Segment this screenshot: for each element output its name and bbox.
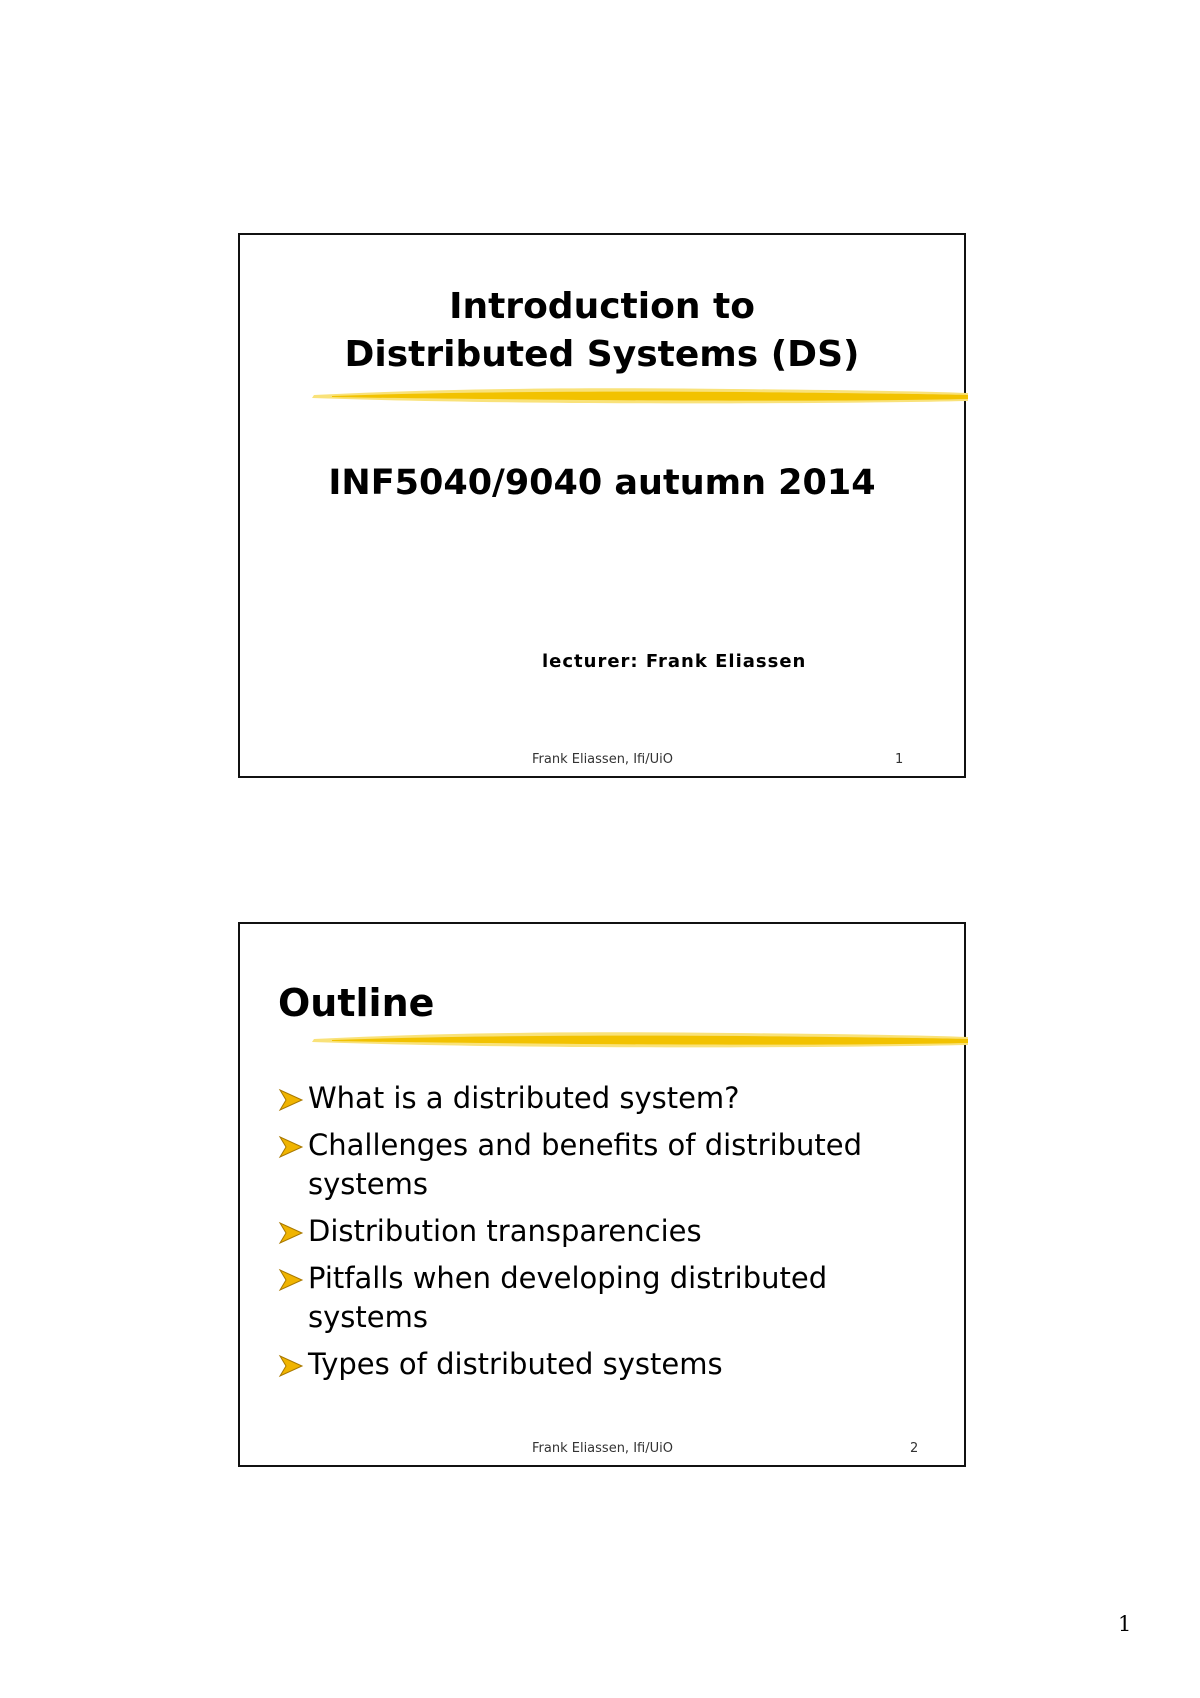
list-item-text: Distribution transparencies	[308, 1214, 702, 1248]
list-item	[278, 1345, 918, 1384]
title-line-1: Introduction to	[449, 286, 755, 327]
list-item-text: What is a distributed system?	[308, 1081, 740, 1115]
arrow-bullet-icon	[278, 1268, 304, 1292]
list-item	[278, 1259, 918, 1337]
lecturer-line: lecturer: Frank Eliassen	[542, 651, 807, 672]
highlight-stroke	[312, 1027, 968, 1053]
slide-2	[238, 922, 966, 1467]
list-item	[278, 1079, 918, 1118]
outline-list	[278, 1079, 918, 1392]
page-number: 1	[1118, 1612, 1132, 1636]
arrow-bullet-icon	[278, 1135, 304, 1159]
title-line-2: Distributed Systems (DS)	[344, 334, 860, 375]
course-subtitle: INF5040/9040 autumn 2014	[328, 463, 876, 503]
highlight-stroke	[312, 383, 968, 409]
list-item	[278, 1126, 918, 1204]
slide-number: 2	[910, 1441, 919, 1456]
slide-footer: Frank Eliassen, Ifi/UiO	[532, 752, 673, 767]
list-item-text: Types of distributed systems	[308, 1347, 723, 1381]
list-item-text: Pitfalls when developing distributed systems	[308, 1261, 828, 1334]
list-item	[278, 1212, 918, 1251]
arrow-bullet-icon	[278, 1221, 304, 1245]
arrow-bullet-icon	[278, 1354, 304, 1378]
slide-title	[240, 283, 964, 379]
slide-footer: Frank Eliassen, Ifi/UiO	[532, 1441, 673, 1456]
slide-1	[238, 233, 966, 778]
arrow-bullet-icon	[278, 1088, 304, 1112]
slide-number: 1	[895, 752, 904, 767]
list-item-text: Challenges and benefits of distributed systems	[308, 1128, 863, 1201]
slide-title: Outline	[278, 981, 435, 1025]
